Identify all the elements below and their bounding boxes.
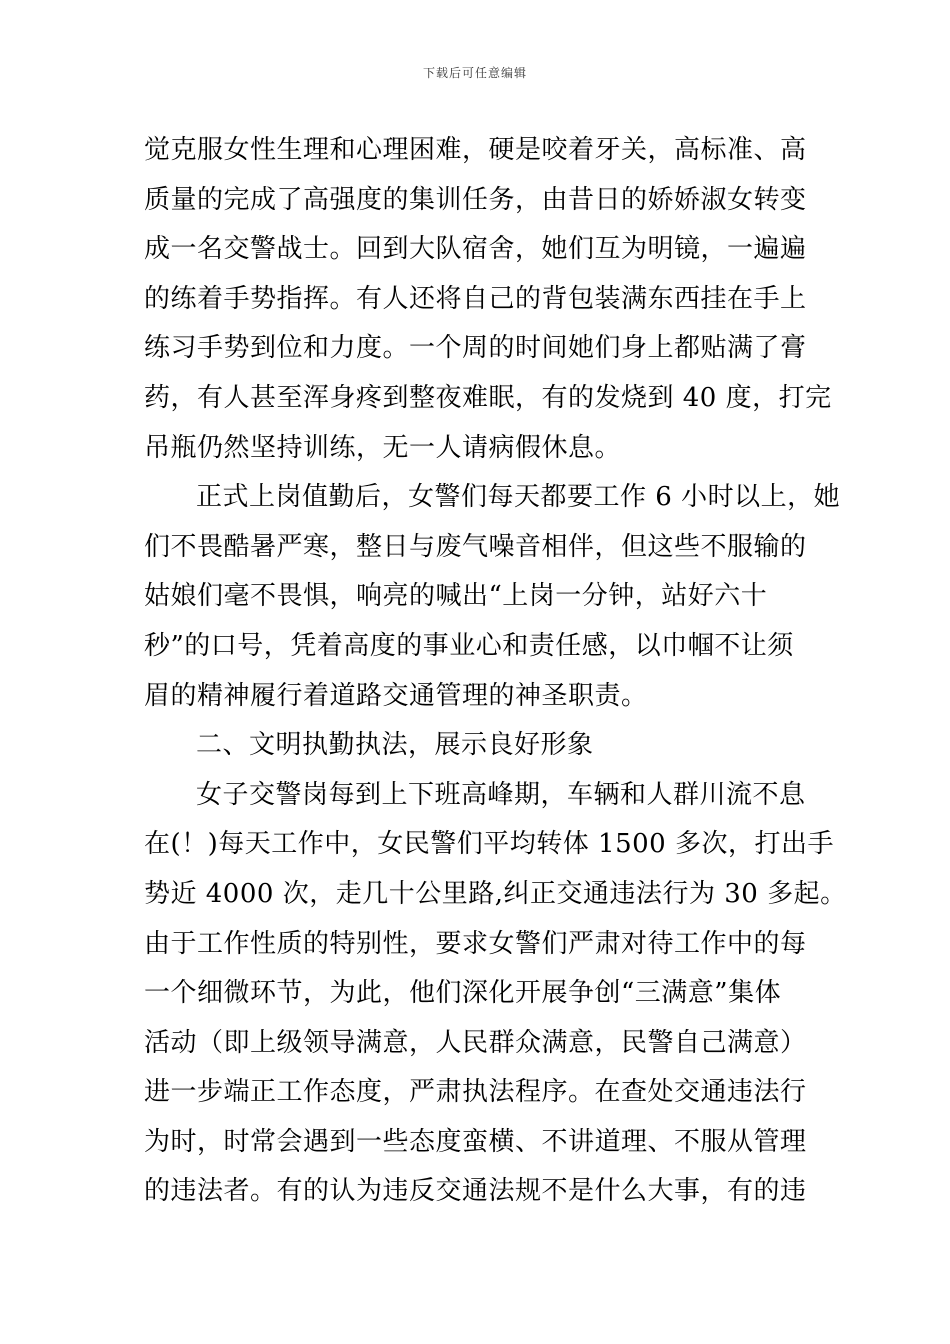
text-line: 药，有人甚至浑身疼到整夜难眠，有的发烧到 40 度，打完: [144, 382, 832, 413]
text-line: 质量的完成了高强度的集训任务，由昔日的娇娇淑女转变: [144, 184, 807, 215]
text-line: 吊瓶仍然坚持训练，无一人请病假休息。: [144, 432, 622, 463]
text-line: 正式上岗值勤后，女警们每天都要工作 6 小时以上，她: [196, 482, 841, 513]
text-line: 觉克服女性生理和心理困难，硬是咬着牙关，高标准、高: [144, 135, 807, 165]
text-line: 练习手势到位和力度。一个周的时间她们身上都贴满了膏: [144, 333, 807, 364]
text-line: 活动（即上级领导满意，人民群众满意，民警自己满意）: [144, 1027, 807, 1058]
text-line: 由于工作性质的特别性，要求女警们严肃对待工作中的每: [144, 928, 807, 959]
text-line: 姑娘们毫不畏惧，响亮的喊出“上岗一分钟，站好六十: [144, 581, 768, 612]
text-line: 的练着手势指挥。有人还将自己的背包装满东西挂在手上: [144, 283, 807, 314]
text-line: 二、文明执勤执法，展示良好形象: [196, 730, 594, 761]
text-line: 们不畏酷暑严寒，整日与废气噪音相伴，但这些不服输的: [144, 531, 807, 562]
body-text: [144, 126, 847, 1217]
text-line: 进一步端正工作态度，严肃执法程序。在查处交通违法行: [144, 1077, 807, 1108]
text-line: 成一名交警战士。回到大队宿舍，她们互为明镜，一遍遍: [144, 234, 807, 265]
text-line: 女子交警岗每到上下班高峰期，车辆和人群川流不息: [196, 779, 806, 810]
text-line: 秒”的口号，凭着高度的事业心和责任感，以巾帼不让须: [144, 630, 794, 661]
text-line: 在(！)每天工作中，女民警们平均转体 1500 多次，打出手: [144, 829, 834, 860]
text-line: 的违法者。有的认为违反交通法规不是什么大事，有的违: [144, 1176, 807, 1207]
page-header: 下载后可任意编辑: [422, 66, 527, 80]
text-line: 一个细微环节，为此，他们深化开展争创“三满意”集体: [144, 978, 782, 1009]
text-line: 为时，时常会遇到一些态度蛮横、不讲道理、不服从管理: [144, 1126, 807, 1157]
text-line: 势近 4000 次，走几十公里路,纠正交通违法行为 30 多起。: [144, 878, 847, 909]
text-line: 眉的精神履行着道路交通管理的神圣职责。: [144, 680, 648, 711]
